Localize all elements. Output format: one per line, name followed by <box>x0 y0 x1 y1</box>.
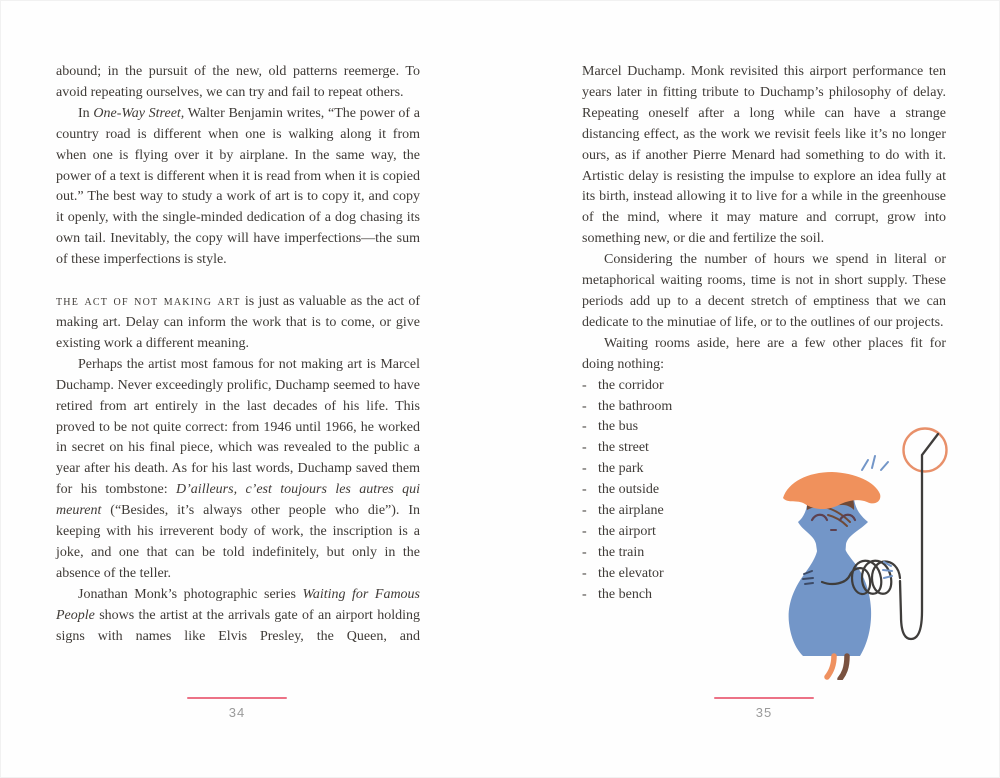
right-page-number: 35 <box>755 705 773 720</box>
list-item: - the bathroom <box>582 398 673 414</box>
balloon-string <box>900 434 938 639</box>
paragraph: In One-Way Street, Walter Benjamin writes, “The power of a country road is different when one is walking along it from when one is flying over it by airplane. In the same way, the power of a text is different when it is read from when it is copied out.” The best way to study a work of art is to copy it, and copy it openly, with the single-minded dedication of a dog chasing its own tail. Inevitably, the copy will have imperfections—the sum of these imperfections is style. <box>56 105 420 268</box>
person-body <box>789 542 871 656</box>
person-with-balloon-illustration <box>770 418 1000 680</box>
right-page-paragraphs <box>582 62 946 376</box>
paragraph: Waiting rooms aside, here are a few other places fit for doing nothing: <box>582 335 946 372</box>
list-item: - the park <box>582 461 644 477</box>
paragraph: Perhaps the artist most famous for not making art is Marcel Duchamp. Never exceedingly prolific, Duchamp seemed to have retired from art entirely in the last decades of his life. This proved to be not quite correct: from 1946 until 1966, he worked in secret on his final piece, which was revealed to the public a year after his death. As for his last words, Duchamp saved them for his tombstone: D’ailleurs, c’est toujours les autres qui meurent (“Besides, it’s always other people who die”). In keeping with his irreverent body of work, the inscription is a joke, and one that can be told indefinitely, but only in the absence of the teller. <box>56 356 421 581</box>
list-item: - the street <box>582 440 649 456</box>
list-item: - the elevator <box>582 565 664 581</box>
person-leg-brown <box>840 656 847 679</box>
left-page-text <box>56 62 420 647</box>
paragraph: Jonathan Monk’s photographic series Waiting for Famous People shows the artist at the arrivals gate of an airport holding signs with names like Elvis Presley, the Queen, and <box>56 586 420 644</box>
list-item: - the train <box>582 544 645 560</box>
person-hat <box>783 472 880 509</box>
list-item: - the bench <box>582 586 653 602</box>
person-leg-orange <box>827 656 834 677</box>
list-item: - the airplane <box>582 503 664 519</box>
left-page-divider <box>187 697 287 699</box>
paragraph: Considering the number of hours we spend in literal or metaphorical waiting rooms, time is not in short supply. These periods add up to a decent stretch of emptiness that we can dedicate to the minutiae of life, or to the outlines of our projects. <box>582 252 946 330</box>
paragraph: the act of not making art is just as valuable as the act of making art. Delay can inform the work that is to come, or give existing work a different meaning. <box>56 294 420 351</box>
list-item: - the corridor <box>582 377 664 393</box>
paragraph: Marcel Duchamp. Monk revisited this airport performance ten years later in fitting tribute to Duchamp’s philosophy of delay. Repeating oneself after a long while can have a strange distancing effect, as the work we revisit feels like it’s no longer ours, as if another Pierre Menard had something to do with it. Artistic delay is resisting the impulse to explore an idea fully at its birth, instead allowing it to live for a while in the greenhouse of the mind, where it may mature and corrupt, grow into something new, or die and fertilize the soil. <box>582 64 946 247</box>
left-page-number: 34 <box>228 705 246 720</box>
motion-lines-icon <box>862 456 888 470</box>
right-page-divider <box>714 697 814 699</box>
list-item: - the outside <box>582 482 660 498</box>
list-item: - the bus <box>582 419 639 435</box>
list-item: - the airport <box>582 523 656 539</box>
paragraph: abound; in the pursuit of the new, old patterns reemerge. To avoid repeating ourselves, we can try and fail to repeat others. <box>56 64 420 100</box>
